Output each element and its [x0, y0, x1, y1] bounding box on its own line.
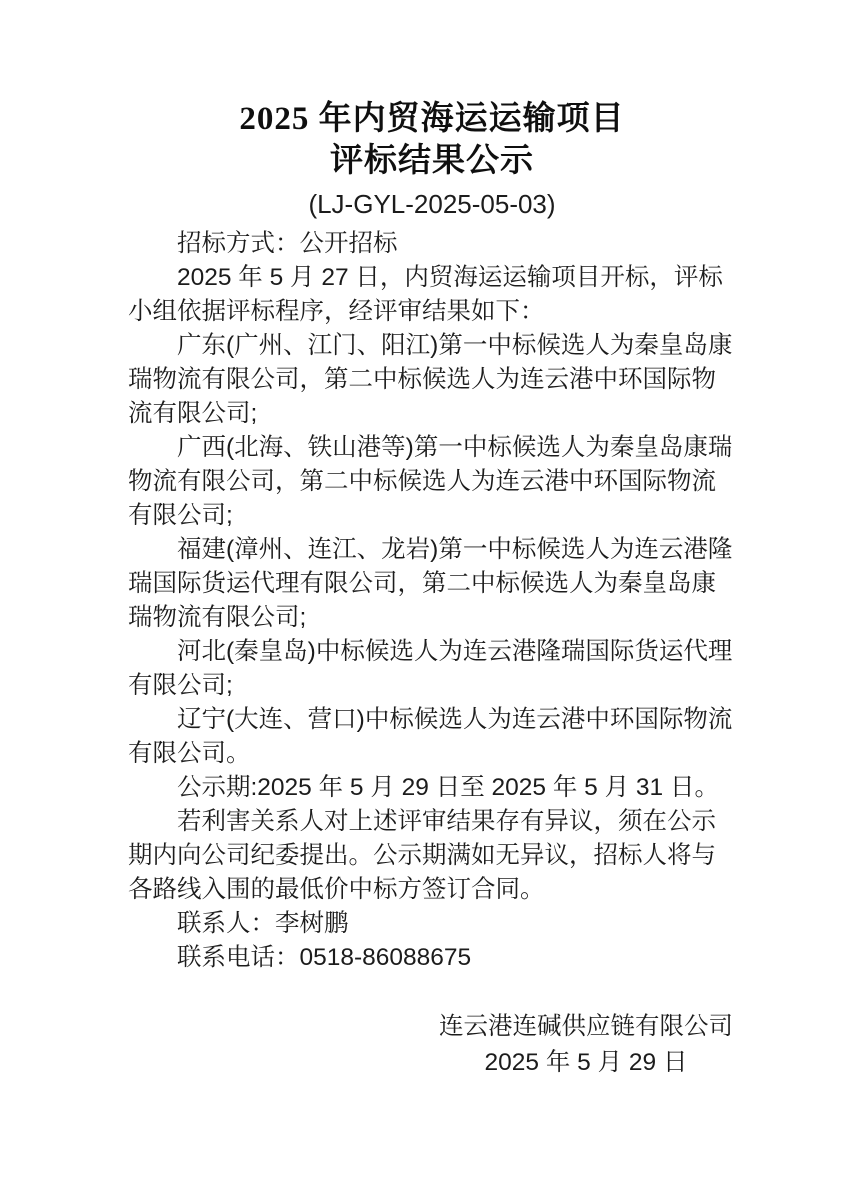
document-title-line2: 评标结果公示 [330, 143, 534, 179]
document-title-line1: 2025 年内贸海运运输项目 [239, 101, 625, 137]
body-paragraph-liaoning-result: 辽宁(大连、营口)中标候选人为连云港中环国际物流有限公司。 [128, 706, 733, 767]
body-paragraph-publicity-period: 公示期:2025 年 5 月 29 日至 2025 年 5 月 31 日。 [177, 774, 719, 801]
document-title [128, 98, 736, 182]
signature-company: 连云港连碱供应链有限公司 [439, 1013, 733, 1040]
document-body [128, 227, 736, 975]
body-paragraph-bid-method: 招标方式：公开招标 [177, 230, 398, 257]
body-paragraph-contact-phone: 联系电话：0518-86088675 [177, 944, 472, 971]
body-paragraph-opening-intro: 2025 年 5 月 27 日，内贸海运运输项目开标，评标小组依据评标程序，经评审结果如下： [128, 264, 723, 325]
body-paragraph-fujian-result: 福建(漳州、连江、龙岩)第一中标候选人为连云港隆瑞国际货运代理有限公司，第二中标候选人为秦皇岛康瑞物流有限公司; [128, 536, 733, 631]
body-paragraph-objection-notice: 若利害关系人对上述评审结果存有异议，须在公示期内向公司纪委提出。公示期满如无异议，招标人将与各路线入围的最低价中标方签订合同。 [128, 808, 716, 903]
body-paragraph-guangdong-result: 广东(广州、江门、阳江)第一中标候选人为秦皇岛康瑞物流有限公司，第二中标候选人为连云港中环国际物流有限公司; [128, 332, 733, 427]
body-paragraph-hebei-result: 河北(秦皇岛)中标候选人为连云港隆瑞国际货运代理有限公司; [128, 638, 733, 699]
body-paragraph-guangxi-result: 广西(北海、铁山港等)第一中标候选人为秦皇岛康瑞物流有限公司，第二中标候选人为连云港中环国际物流有限公司; [128, 434, 733, 529]
signature-block [436, 1010, 736, 1082]
body-paragraph-contact-person: 联系人：李树鹏 [177, 910, 349, 937]
reference-code: (LJ-GYL-2025-05-03) [308, 189, 556, 219]
signature-date: 2025 年 5 月 29 日 [484, 1049, 688, 1076]
